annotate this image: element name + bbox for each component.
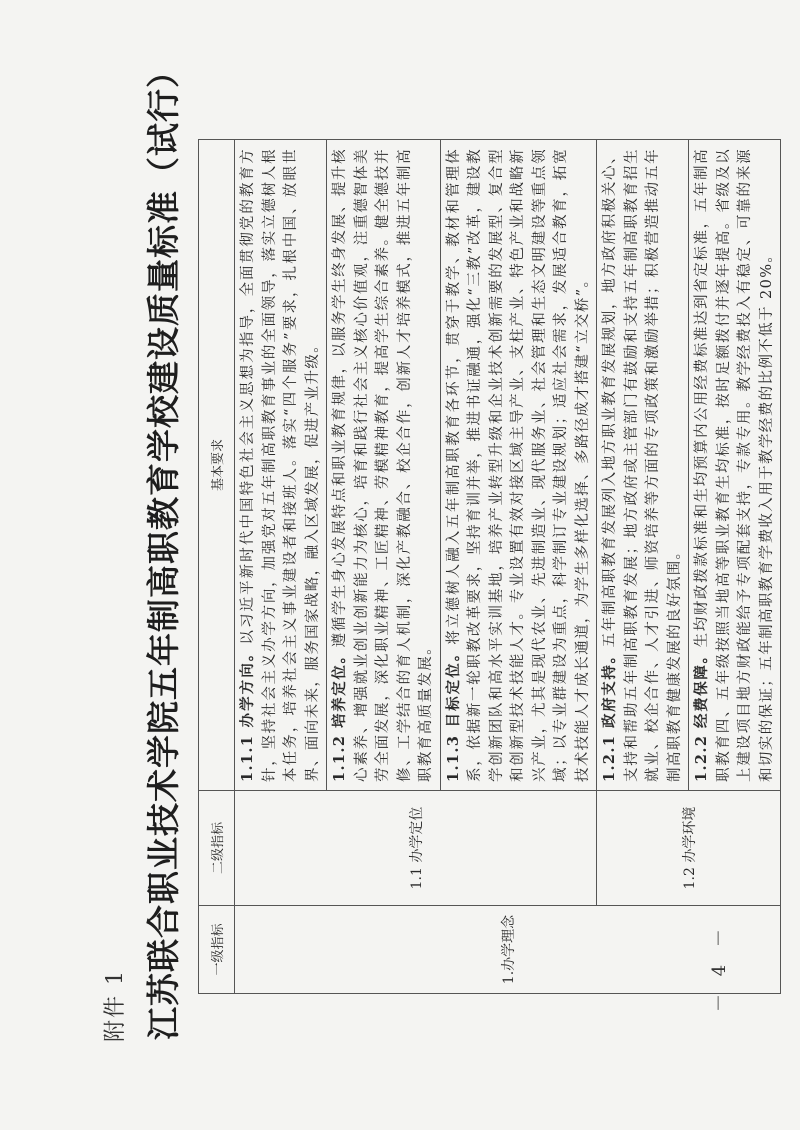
requirement-cell [440, 140, 597, 791]
header-level1: 一级指标 [199, 906, 235, 994]
requirement-heading: 1.1.2 培养定位。 [331, 647, 348, 782]
document-title: 江苏联合职业技术学院五年制高职教育学校建设质量标准（试行） [144, 54, 183, 1040]
table-header-row [199, 140, 235, 994]
quality-standard-table [198, 139, 781, 994]
header-requirements: 基本要求 [199, 140, 235, 791]
header-level2: 二级指标 [199, 791, 235, 906]
requirement-heading: 1.1.3 目标定位。 [444, 644, 462, 782]
requirement-cell [235, 140, 327, 791]
requirement-text: 生均财政拨款标准和生均预算内公用经费标准达到省定标准，五年制高职教育四、五年级按照当地高等职业教育生均标准，按时足额拨付并逐年提高。省级及以上建设项目地方财政能给予专项配套支持，专款专用。教学经费投入有稳定、可靠的来源和切实的保证；五年制高职教育学费收入用于教学经费的比例不低于 20%。 [694, 148, 775, 782]
requirement-cell [689, 140, 781, 791]
level2-cell: 1.2 办学环境 [597, 791, 781, 906]
page-number: － 4 － [709, 923, 730, 1012]
level2-cell: 1.1 办学定位 [235, 791, 597, 906]
requirement-text: 五年制高职教育发展列入地方职业教育发展规划，地方政府积极关心、支持和帮助五年制高职教育发展；地方政府或主管部门有鼓励和支持五年制高职教育招生就业、校企合作、人才引进、师资培养等方面的专项政策和激励举措；积极营造推动五年制高职教育健康发展的良好氛围。 [602, 148, 683, 782]
table-row [235, 140, 327, 994]
requirement-heading: 1.2.1 政府支持。 [601, 647, 618, 782]
attachment-label: 附件 1 [103, 969, 128, 1042]
requirement-text: 将立德树人融入五年制高职教育各环节，贯穿于教学、教材和管理体系，依据新一轮职教改革要求，坚持育训并举，推进书证融通，强化“三教”改革，建设教学创新团队和高水平实训基地，培养产业转型升级和企业技术创新需要的发展型、复合型和创新型技术技能人才。专业设置有效对接区域主导产业、支柱产业、特色产业和战略新兴产业，尤其是现代农业、先进制造业、现代服务业、社会管理和生态文明建设等重点领域；以专业群建设为重点，科学制订专业建设规划；适应社会需求，发展适合教育，拓宽技术技能人才成长通道，为学生多样化选择、多路径成才搭建“立交桥”。 [445, 148, 591, 782]
requirement-text: 遵循学生身心发展特点和职业教育规律，以服务学生终身发展、提升核心素养、增强就业创业创新能力为核心，培育和践行社会主义核心价值观，注重德智体美劳全面发展，深化职业精神、工匠精神、劳模精神教育，提高学生综合素养。健全德技并修、工学结合的育人机制，深化产教融合、校企合作，创新人才培养模式，推进五年制高职教育高质量发展。 [332, 148, 434, 782]
requirement-text: 以习近平新时代中国特色社会主义思想为指导，全面贯彻党的教育方针，坚持社会主义办学方向，加强党对五年制高职教育事业的全面领导，落实立德树人根本任务，培养社会主义事业建设者和接班人。落实“四个服务”要求，扎根中国、放眼世界、面向未来，服务国家战略，融入区域发展，促进产业升级。 [240, 148, 321, 782]
table-row [597, 140, 689, 994]
requirement-heading: 1.1.1 办学方向。 [239, 644, 256, 782]
requirement-heading: 1.2.2 经费保障。 [693, 647, 710, 782]
level1-cell: 1.办学理念 [235, 906, 781, 994]
requirement-cell [327, 140, 441, 791]
requirement-cell [597, 140, 689, 791]
